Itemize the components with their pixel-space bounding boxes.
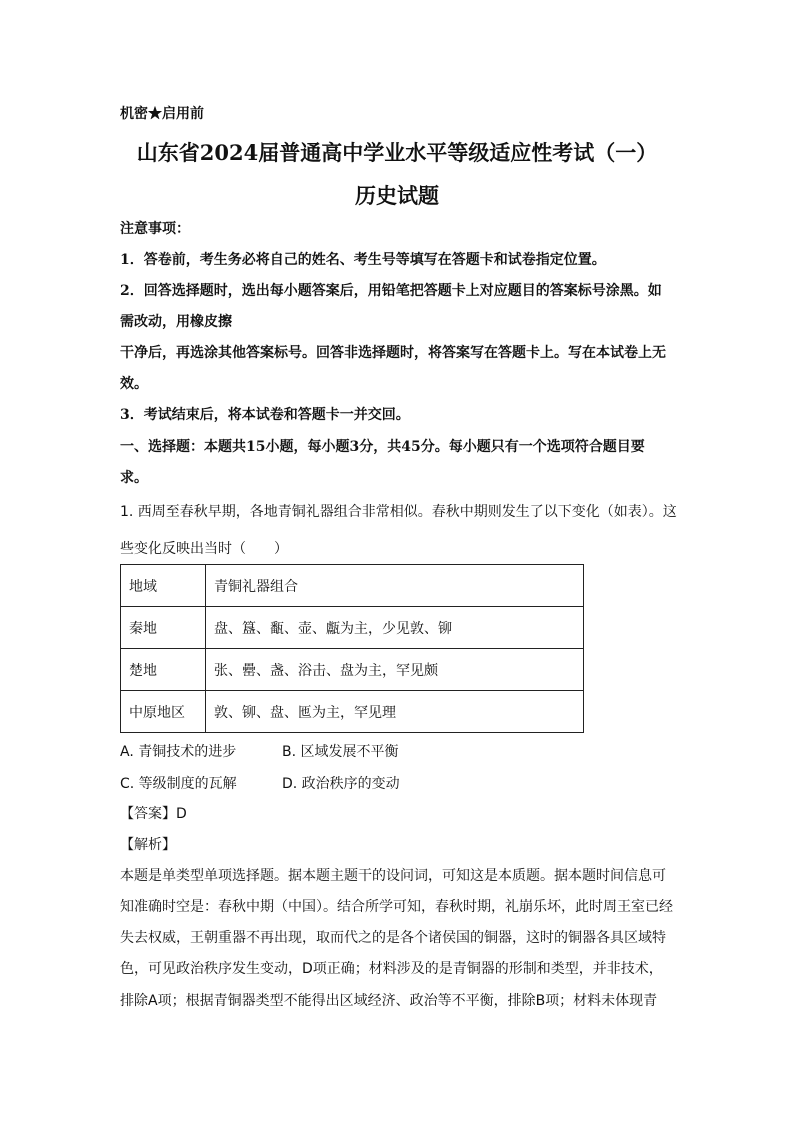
note-line: 1．答卷前，考生务必将自己的姓名、考生号等填写在答题卡和试卷指定位置。 xyxy=(120,252,606,268)
option-c: C. 等级制度的瓦解 xyxy=(120,776,237,792)
analysis-line: 失去权威，王朝重器不再出现，取而代之的是各个诸侯国的铜器，这时的铜器各具区域特 xyxy=(120,930,666,946)
question-stem: 1. 西周至春秋早期，各地青铜礼器组合非常相似。春秋中期则发生了以下变化（如表）。这 xyxy=(120,504,677,520)
analysis-heading: 【解析】 xyxy=(120,837,176,853)
analysis-line: 本题是单类型单项选择题。据本题主题干的设问词，可知这是本质题。据本题时间信息可 xyxy=(120,868,666,884)
analysis-line: 排除A项；根据青铜器类型不能得出区域经济、政治等不平衡，排除B项；材料未体现青 xyxy=(120,993,658,1009)
option-b: B. 区域发展不平衡 xyxy=(282,744,399,760)
question-stem-cont: 些变化反映出当时（ ） xyxy=(120,541,288,557)
bronze-vessel-table xyxy=(120,564,584,733)
table-row xyxy=(121,691,584,733)
table-cell: 楚地 xyxy=(121,649,206,691)
table-cell: 敦、铆、盘、匜为主，罕见理 xyxy=(206,691,584,733)
analysis-line: 色，可见政治秩序发生变动，D项正确；材料涉及的是青铜器的形制和类型，并非技术， xyxy=(120,961,663,977)
analysis-line: 知准确时空是：春秋中期（中国）。结合所学可知，春秋时期，礼崩乐坏，此时周王室已经 xyxy=(120,899,673,915)
table-cell: 张、罍、盏、浴击、盘为主，罕见颇 xyxy=(206,649,584,691)
table-cell: 中原地区 xyxy=(121,691,206,733)
exam-title: 山东省2024届普通高中学业水平等级适应性考试（一） xyxy=(136,140,658,165)
subject-title: 历史试题 xyxy=(355,183,439,208)
option-d: D. 政治秩序的变动 xyxy=(282,776,400,792)
table-row xyxy=(121,649,584,691)
section-heading-cont: 求。 xyxy=(120,470,148,486)
note-line: 效。 xyxy=(120,376,148,392)
note-line: 2．回答选择题时，选出每小题答案后，用铅笔把答题卡上对应题目的答案标号涂黑。如 xyxy=(120,283,662,299)
notes-heading: 注意事项： xyxy=(120,221,190,237)
note-line: 干净后，再选涂其他答案标号。回答非选择题时，将答案写在答题卡上。写在本试卷上无 xyxy=(120,345,666,361)
note-line: 3．考试结束后，将本试卷和答题卡一并交回。 xyxy=(120,407,410,423)
confidential-label: 机密★启用前 xyxy=(120,106,204,122)
option-a: A. 青铜技术的进步 xyxy=(120,744,237,760)
table-header-row xyxy=(121,565,584,607)
table-header-cell: 青铜礼器组合 xyxy=(206,565,584,607)
note-line: 需改动，用橡皮擦 xyxy=(120,314,232,330)
answer-label: 【答案】D xyxy=(120,806,187,822)
section-heading: 一、选择题：本题共15小题，每小题3分，共45分。每小题只有一个选项符合题目要 xyxy=(120,439,645,455)
table-header-cell: 地域 xyxy=(121,565,206,607)
table-cell: 盘、簋、㽃、壶、甗为主，少见敦、铆 xyxy=(206,607,584,649)
table-cell: 秦地 xyxy=(121,607,206,649)
table-row xyxy=(121,607,584,649)
